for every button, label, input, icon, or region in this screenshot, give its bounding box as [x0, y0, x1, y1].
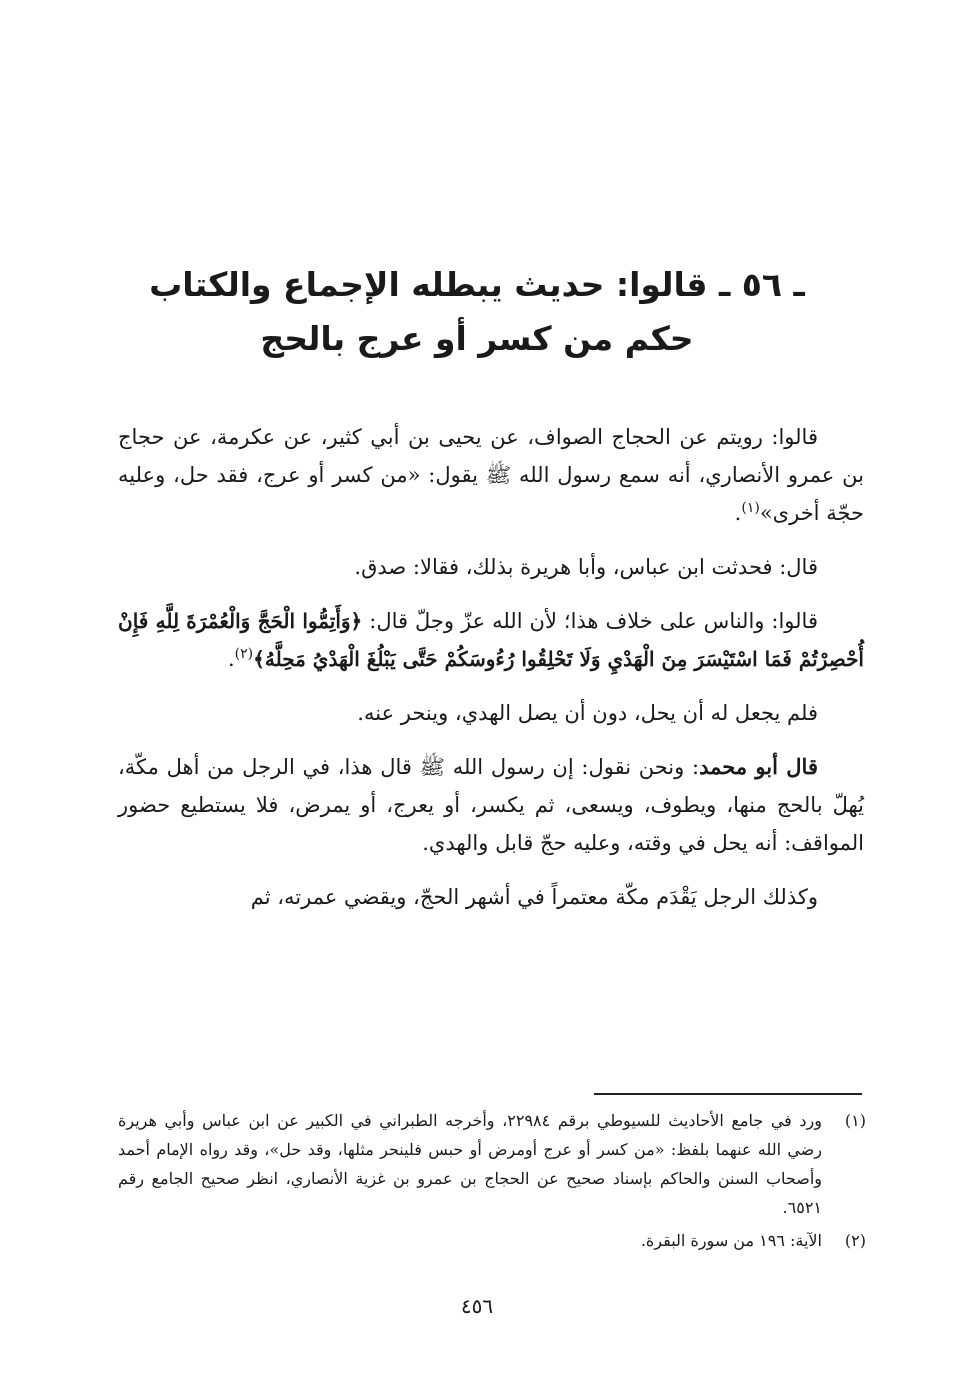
footnote-2 — [118, 1226, 866, 1255]
paragraph-1-end: . — [734, 501, 742, 525]
footnote-1 — [118, 1106, 866, 1222]
quran-verse: ﴿وَأَتِمُّوا الْحَجَّ وَالْعُمْرَةَ لِلَّهِ فَإِنْ أُحْصِرْتُمْ فَمَا اسْتَيْسَرَ مِنَ الْهَدْيِ وَلَا تَحْلِقُوا رُءُوسَكُمْ حَتَّى يَبْلُغَ الْهَدْيُ مَحِلَّهُ﴾ — [118, 609, 864, 671]
footnote-divider — [594, 1093, 862, 1095]
paragraph-4: فلم يجعل له أن يحل، دون أن يصل الهدي، وينحر عنه. — [357, 701, 818, 725]
footnote-number: (١) — [844, 1111, 866, 1130]
main-text — [118, 418, 864, 932]
paragraph-3-end: . — [227, 647, 235, 671]
paragraph-5-text: : ونحن نقول: إن رسول الله ﷺ قال هذا، في الرجل من أهل مكّة، يُهلّ بالحج منها، ويطوف، ويسعى، ثم يكسر، أو يعرج، أو يمرض، فلا يستطيع حضور المواقف: أنه يحل في وقته، وعليه حجّ قابل والهدي. — [118, 755, 864, 855]
paragraph-1-text: قالوا: رويتم عن الحجاج الصواف، عن يحيى بن أبي كثير، عن عكرمة، عن حجاج بن عمرو الأنصاري، أنه سمع رسول الله ﷺ يقول: «من كسر أو عرج، فقد حل، وعليه حجّة أخرى» — [118, 425, 864, 525]
paragraph-3-intro: قالوا: والناس على خلاف هذا؛ لأن الله عزّ وجلّ قال: — [369, 609, 818, 633]
paragraph-2: قال: فحدثت ابن عباس، وأبا هريرة بذلك، فقالا: صدق. — [354, 555, 818, 579]
footnotes — [118, 1106, 866, 1259]
paragraph-1 — [118, 418, 864, 532]
footnote-text: ورد في جامع الأحاديث للسيوطي برقم ٢٢٩٨٤، وأخرجه الطبراني في الكبير عن ابن عباس وأبي هريرة رضي الله عنهما بلفظ: «من كسر أو عرج أومرض أو حبس فلينحر مثلها، وقد حل»، وقد رواه الإمام أحمد وأصحاب السنن والحاكم بإسناد صحيح عن الحجاج بن عمرو بن غزية الأنصاري، انظر صحيح الجامع رقم ٦٥٢١. — [118, 1111, 822, 1217]
heading-line-2: حكم من كسر أو عرج بالحج — [260, 319, 694, 358]
paragraph-3 — [118, 602, 864, 678]
footnote-ref-2: (٢) — [234, 646, 254, 662]
speaker-label: قال أبو محمد — [699, 754, 818, 779]
page-number: ٤٥٦ — [460, 1294, 494, 1318]
footnote-ref-1: (١) — [741, 500, 760, 516]
footnote-text: الآية: ١٩٦ من سورة البقرة. — [640, 1231, 822, 1250]
footnote-number: (٢) — [844, 1231, 866, 1250]
paragraph-5 — [118, 748, 864, 862]
chapter-heading — [120, 258, 834, 366]
heading-line-1: ـ ٥٦ ـ قالوا: حديث يبطله الإجماع والكتاب — [149, 265, 805, 304]
paragraph-6: وكذلك الرجل يَقْدَم مكّة معتمراً في أشهر الحجّ، ويقضي عمرته، ثم — [250, 885, 818, 909]
